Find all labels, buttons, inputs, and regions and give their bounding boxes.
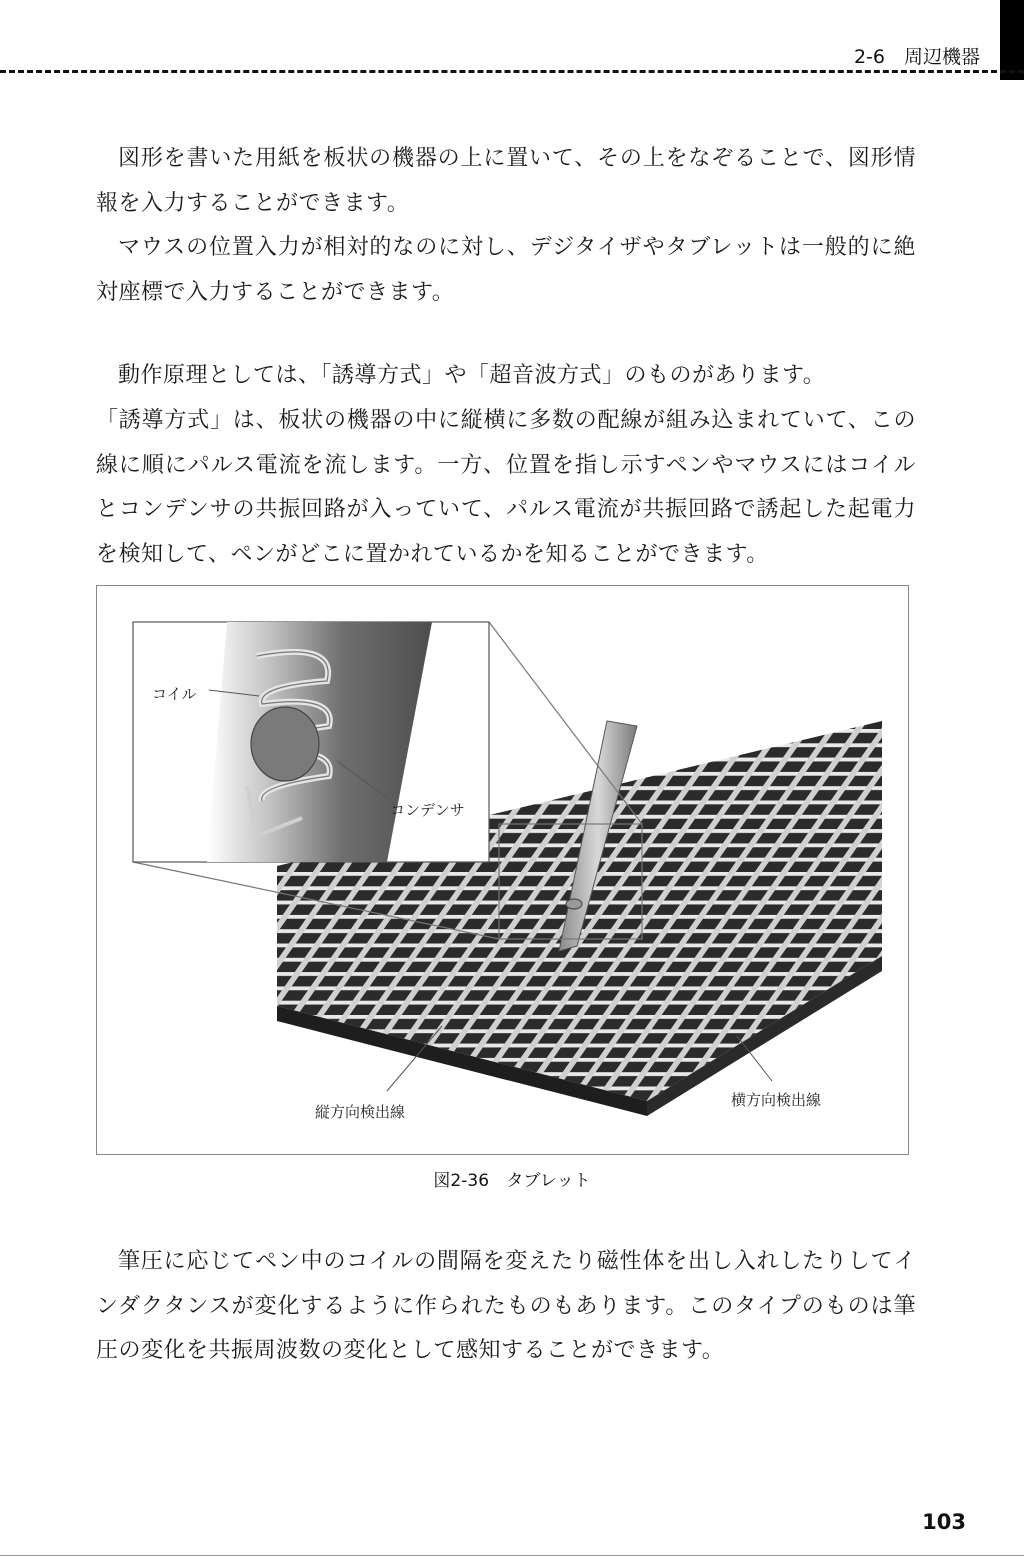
label-coil: コイル	[152, 685, 197, 703]
tablet-figure	[96, 585, 909, 1155]
paragraph-1: 図形を書いた用紙を板状の機器の上に置いて、その上をなぞることで、図形情報を入力することができます。	[96, 146, 916, 216]
thumb-index-tab	[1000, 0, 1024, 80]
label-condenser: コンデンサ	[390, 801, 465, 819]
inset-magnified-pen	[133, 622, 489, 862]
label-vertical-detection-line: 縦方向検出線	[315, 1103, 406, 1121]
section-header: 2-6 周辺機器	[853, 46, 980, 68]
caption-title: タブレット	[506, 1171, 591, 1191]
figure-caption	[0, 1166, 1024, 1191]
paragraph-5: 筆圧に応じてペン中のコイルの間隔を変えたり磁性体を出し入れしたりしてインダクタンスが変化するように作られたものもあります。このタイプのものは筆圧の変化を共振周波数の変化として感知することができます。	[96, 1249, 916, 1363]
bottom-edge	[0, 1555, 1024, 1556]
caption-number: 図2-36	[433, 1171, 490, 1191]
paragraph-2: マウスの位置入力が相対的なのに対し、デジタイザやタブレットは一般的に絶対座標で入力することができます。	[96, 235, 916, 305]
page-number: 103	[922, 1510, 966, 1534]
tablet-illustration	[97, 586, 910, 1156]
paragraph-3: 動作原理としては、「誘導方式」や「超音波方式」のものがあります。	[118, 363, 826, 388]
paragraph-4: 「誘導方式」は、板状の機器の中に縦横に多数の配線が組み込まれていて、この線に順にパルス電流を流します。一方、位置を指し示すペンやマウスにはコイルとコンデンサの共振回路が入っていて、パルス電流が共振回路で誘起した起電力を検知して、ペンがどこに置かれているかを知ることができます。	[96, 408, 916, 567]
header-divider	[0, 70, 1024, 73]
label-horizontal-detection-line: 横方向検出線	[731, 1091, 822, 1109]
